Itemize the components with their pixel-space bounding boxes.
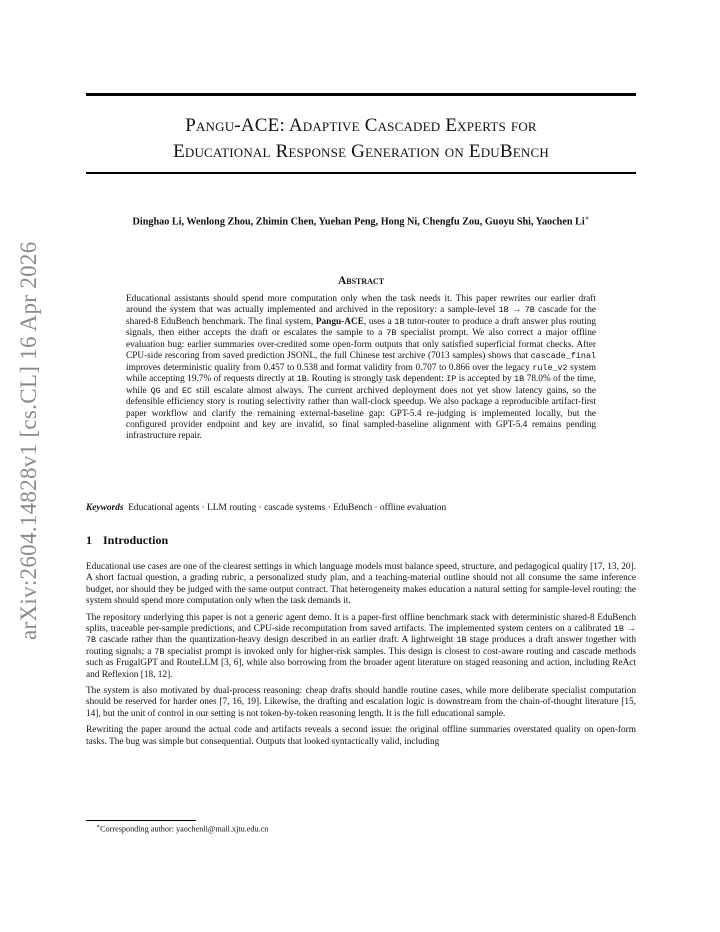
abstract-text: →	[508, 305, 525, 316]
inline-code: 7B	[524, 305, 535, 316]
intro-paragraph-1: Educational use cases are one of the clearest settings in which language models must balance speed, structure, and pedagogical quality [17, 13, 20]. A short factual question, a grading rubric, a personalized study plan, and a teaching-material outline should not all consume the same inference budget, nor should they be judged with the same output contract. That heterogeneity makes education a natural setting for sample-level routing: the system should spend more computation only when the task demands it.	[86, 562, 636, 607]
footnote-mark: ∗	[96, 824, 101, 830]
abstract-paragraph	[126, 294, 596, 443]
author-list	[86, 214, 636, 227]
inline-code: 7B	[86, 635, 97, 646]
body-text: The repository underlying this paper is not a generic agent demo. It is a paper-first offline benchmark stack with deterministic shared-8 EduBench splits, traceable per-sample predictions, and CPU-side recomputation from saved artifacts. The implemented system centers on a calibrated	[86, 612, 636, 635]
author-names: Dinghao Li, Wenlong Zhou, Zhimin Chen, Yuehan Peng, Hong Ni, Chengfu Zou, Guoyu Shi, Yaochen Li	[132, 216, 585, 228]
abstract-text: , uses a	[363, 316, 395, 327]
inline-code: 7B	[154, 646, 165, 657]
body-text: →	[623, 624, 636, 635]
keywords-label: Keywords	[86, 503, 124, 513]
inline-code: 1B	[394, 316, 405, 327]
abstract-text: improves deterministic quality from 0.457 to 0.538 and format validity from 0.707 to 0.866 over the legacy	[126, 362, 533, 373]
inline-code: 1B	[296, 374, 307, 385]
abstract-heading: Abstract	[337, 275, 385, 287]
arxiv-side-stamp: arXiv:2604.14828v1 [cs.CL] 16 Apr 2026	[16, 241, 41, 640]
section-number: 1	[86, 533, 92, 547]
paper-title	[86, 113, 636, 165]
abstract-text: system while accepting 19.7% of requests directly at	[126, 362, 596, 385]
section-title: Introduction	[103, 533, 169, 547]
intro-paragraph-4: Rewriting the paper around the actual code and artifacts reveals a second issue: the original offline summaries overstated quality on open-form tasks. The bug was simple but consequential. Outputs that looked syntactically valid, including	[86, 725, 636, 747]
abstract-text: Educational assistants should spend more computation only when the task needs it. This paper rewrites our earlier draft around the system that was actually implemented and archived in the repository: a sample-level	[126, 294, 596, 316]
abstract-body	[126, 294, 596, 443]
keywords-list: Educational agents · LLM routing · cascade systems · EduBench · offline evaluation	[128, 503, 447, 513]
title-bottom-rule	[86, 172, 636, 174]
intro-paragraph-3: The system is also motivated by dual-process reasoning: cheap drafts should handle routine cases, while more deliberate specialist computation should be reserved for harder ones [7, 16, 19]. Likewise, the drafting and escalation logic is downstream from the chain-of-thought literature [15, 14], but the unit of control in our setting is not token-by-token reasoning length. It is the full educational sample.	[86, 686, 636, 719]
body-text: cascade rather than the quantization-heavy design described in an earlier draft. A lightweight	[96, 635, 457, 646]
abstract-text: . Routing is strongly task dependent:	[306, 374, 447, 385]
inline-code: cascade_final	[530, 351, 596, 362]
inline-code: QG	[150, 385, 161, 396]
inline-code: 1B	[498, 305, 509, 316]
introduction-body	[86, 562, 636, 753]
title-top-rule	[86, 93, 636, 96]
abstract-text: is accepted by	[456, 374, 515, 385]
keywords-line	[86, 503, 636, 513]
abstract-text: still escalate almost always. The current archived deployment does not yet show latency gains, so the defensible efficiency story is routing selectivity rather than wall-clock speedup. We also package a reproducible artifact-first paper workflow and clarify the remaining external-baseline gap: GPT-5.4 re-judging is implemented locally, but the configured provider endpoint and key are invalid, so final sampled-baseline alignment with GPT-5.4 remains pending infrastructure repair.	[126, 385, 597, 442]
inline-code: 1B	[613, 624, 624, 635]
footnote-text: Corresponding author: yaochenli@mail.xjtu.edu.cn	[100, 824, 269, 834]
inline-code: rule_v2	[532, 362, 568, 373]
title-line-1: Pangu-ACE: Adaptive Cascaded Experts for	[185, 115, 537, 136]
inline-code: 1B	[456, 635, 467, 646]
body-text: stage produces a draft answer together with routing signals; a	[86, 635, 636, 657]
abstract-text: tutor-router to produce a draft answer plus routing signals, then either accepts the draft or escalates the sample to a	[126, 316, 597, 339]
inline-code: IP	[446, 374, 457, 385]
intro-paragraph-2	[86, 613, 636, 681]
abstract-text: specialist prompt. We also correct a major offline evaluation bug: earlier summaries over-credited some open-form outputs that only satisfied superficial format checks. After CPU-side rescoring from saved prediction JSONL, the full Chinese test archive (7013 samples) shows that	[126, 328, 596, 362]
body-text: specialist prompt is invoked only for higher-risk samples. This design is closest to cost-aware routing and cascade methods such as FrugalGPT and RouteLLM [3, 6], while also borrowing from the broader agent literature on staged reasoning and action, including ReAct and Reflexion [18, 12].	[86, 646, 636, 680]
abstract-text: cascade for the shared-8 EduBench benchmark. The final system,	[126, 305, 596, 327]
inline-code: 7B	[386, 328, 397, 339]
system-name: Pangu-ACE	[315, 316, 364, 327]
inline-code: EC	[181, 385, 193, 396]
abstract-text: and	[160, 385, 182, 396]
inline-code: 1B	[514, 374, 525, 385]
footnote	[96, 823, 268, 834]
section-heading	[86, 533, 179, 548]
footnote-rule	[86, 820, 196, 821]
abstract-text: 78.0% of the time, while	[126, 374, 596, 396]
author-mark: ∗	[584, 214, 590, 222]
title-line-2: Educational Response Generation on EduBench	[173, 141, 549, 162]
